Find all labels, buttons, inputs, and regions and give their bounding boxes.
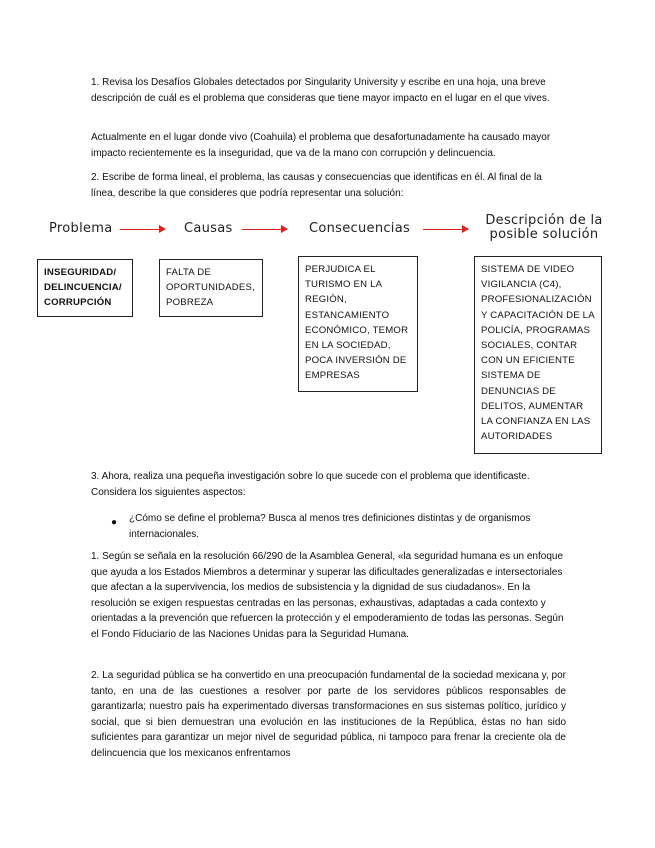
bullet-text: ¿Cómo se define el problema? Busca al menos tres definiciones distintas y de organismos internacionales. bbox=[129, 513, 531, 540]
question-2: 2. Escribe de forma lineal, el problema, las causas y consecuencias que identificas en él. Al final de la línea, describe la que consideres que podría representar una solución: bbox=[91, 172, 542, 199]
question-1: 1. Revisa los Desafíos Globales detectados por Singularity University y escribe en una hoja, una breve descripción de cuál es el problema que consideras que tiene mayor impacto en el lugar en el que vives. bbox=[91, 77, 550, 104]
flow-label-problema: Problema bbox=[49, 221, 113, 236]
arrow-2 bbox=[242, 229, 287, 230]
flow-label-causas: Causas bbox=[184, 221, 233, 236]
definition-1: 1. Según se señala en la resolución 66/290 de la Asamblea General, «la seguridad humana es un enfoque que ayuda a los Estados Miembros a determinar y superar las dificultades generalizadas e intersectoriales que afectan a la supervivencia, los medios de subsistencia y la dignidad de sus ciudadanos». En la resolución se exigen respuestas centradas en las personas, exhaustivas, adaptadas a cada contexto y orientadas a la prevención que refuercen la protección y el empoderamiento de todas las personas. Según el Fondo Fiduciario de las Naciones Unidas para la Seguridad Humana. bbox=[91, 551, 564, 640]
definition-2: 2. La seguridad pública se ha convertido en una preocupación fundamental de la sociedad mexicana y, por tanto, en una de las cuestiones a resolver por parte de los servidores públicos responsables de garantizarla; nuestro país ha experimentado diversas transformaciones en sus sistemas político, jurídico y social, que si bien demuestran una evolución en las instituciones de la República, éstas no han sido suficientes para garantizar un mejor nivel de seguridad pública, ni tampoco para frenar la creciente ola de delincuencia que los mexicanos enfrentamos bbox=[91, 670, 566, 759]
answer-1: Actualmente en el lugar donde vivo (Coahuila) el problema que desafortunadamente ha causado mayor impacto recientemente es la inseguridad, que va de la mano con corrupción y delincuencia. bbox=[91, 132, 551, 159]
arrow-3 bbox=[423, 229, 468, 230]
question-3: 3. Ahora, realiza una pequeña investigación sobre lo que sucede con el problema que identificaste. Considera los siguientes aspectos: bbox=[91, 471, 530, 498]
flow-label-consecuencias: Consecuencias bbox=[309, 221, 411, 236]
box-problema: INSEGURIDAD/ DELINCUENCIA/ CORRUPCIÓN bbox=[37, 259, 133, 317]
box-causas: FALTA DE OPORTUNIDADES, POBREZA bbox=[159, 259, 263, 317]
arrow-1 bbox=[120, 229, 165, 230]
box-solucion: SISTEMA DE VIDEO VIGILANCIA (C4), PROFESIONALIZACIÓN Y CAPACITACIÓN DE LA POLICÍA, PROGRAMAS SOCIALES, CONTAR CON UN EFICIENTE SISTEMA DE DENUNCIAS DE DELITOS, AUMENTAR LA CONFIANZA EN LAS AUTORIDADES bbox=[474, 256, 602, 454]
box-consecuencias: PERJUDICA EL TURISMO EN LA REGIÓN, ESTANCAMIENTO ECONÓMICO, TEMOR EN LA SOCIEDAD, POCA INVERSIÓN DE EMPRESAS bbox=[298, 256, 418, 392]
flow-label-solucion: Descripción de la posible solución bbox=[485, 213, 603, 242]
bullet-dot: ● bbox=[111, 517, 118, 528]
